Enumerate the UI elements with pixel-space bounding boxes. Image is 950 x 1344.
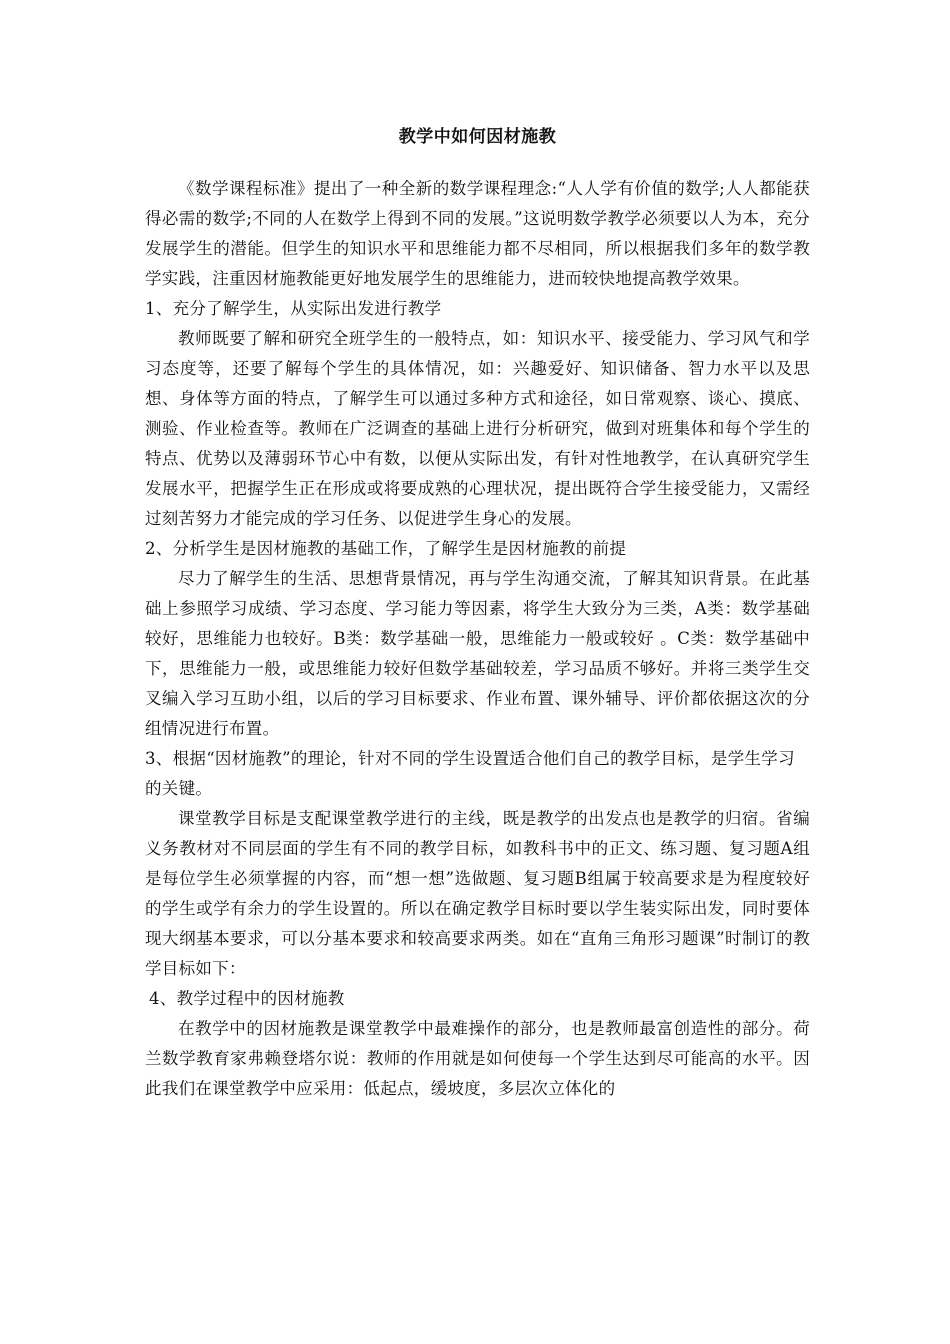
document-page	[145, 122, 810, 1104]
section-2-heading: 2、分析学生是因材施教的基础工作，了解学生是因材施教的前提	[145, 539, 627, 558]
document-title: 教学中如何因材施教	[398, 127, 557, 147]
section-4-body: 在教学中的因材施教是课堂教学中最难操作的部分，也是教师最富创造性的部分。荷兰数学教育家弗赖登塔尔说：教师的作用就是如何使每一个学生达到尽可能高的水平。因此我们在课堂教学中应采用：低起点，缓坡度，多层次立体化的	[145, 1019, 810, 1098]
section-3-heading: 3、根据“因材施教”的理论，针对不同的学生设置适合他们自己的教学目标，是学生学习的关键。	[145, 749, 795, 798]
section-1-heading: 1、充分了解学生，从实际出发进行教学	[145, 299, 442, 318]
section-2-body: 尽力了解学生的生活、思想背景情况，再与学生沟通交流，了解其知识背景。在此基础上参照学习成绩、学习态度、学习能力等因素，将学生大致分为三类，A类：数学基础较好，思维能力也较好。B类：数学基础一般，思维能力一般或较好 。C类：数学基础中下，思维能力一般，或思维能力较好但数学基础较差，学习品质不够好。并将三类学生交叉编入学习互助小组，以后的学习目标要求、作业布置、课外辅导、评价都依据这次的分组情况进行布置。	[145, 569, 810, 738]
intro-paragraph: 《数学课程标准》提出了一种全新的数学课程理念:“人人学有价值的数学;人人都能获得必需的数学;不同的人在数学上得到不同的发展。”这说明数学教学必须要以人为本，充分发展学生的潜能。但学生的知识水平和思维能力都不尽相同，所以根据我们多年的数学教学实践，注重因材施教能更好地发展学生的思维能力，进而较快地提高教学效果。	[145, 179, 810, 288]
section-3-body: 课堂教学目标是支配课堂教学进行的主线，既是教学的出发点也是教学的归宿。省编义务教材对不同层面的学生有不同的教学目标，如教科书中的正文、练习题、复习题A组是每位学生必须掌握的内容，而“想一想”选做题、复习题B组属于较高要求是为程度较好的学生或学有余力的学生设置的。所以在确定教学目标时要以学生装实际出发，同时要体现大纲基本要求，可以分基本要求和较高要求两类。如在“直角三角形习题课”时制订的教学目标如下：	[145, 809, 810, 978]
section-4-heading: 4、教学过程中的因材施教	[149, 989, 345, 1008]
section-1-body: 教师既要了解和研究全班学生的一般特点，如：知识水平、接受能力、学习风气和学习态度等，还要了解每个学生的具体情况，如：兴趣爱好、知识储备、智力水平以及思想、身体等方面的特点，了解学生可以通过多种方式和途径，如日常观察、谈心、摸底、测验、作业检查等。教师在广泛调查的基础上进行分析研究，做到对班集体和每个学生的特点、优势以及薄弱环节心中有数，以便从实际出发，有针对性地教学，在认真研究学生发展水平，把握学生正在形成或将要成熟的心理状况，提出既符合学生接受能力，又需经过刻苦努力才能完成的学习任务、以促进学生身心的发展。	[145, 329, 810, 528]
